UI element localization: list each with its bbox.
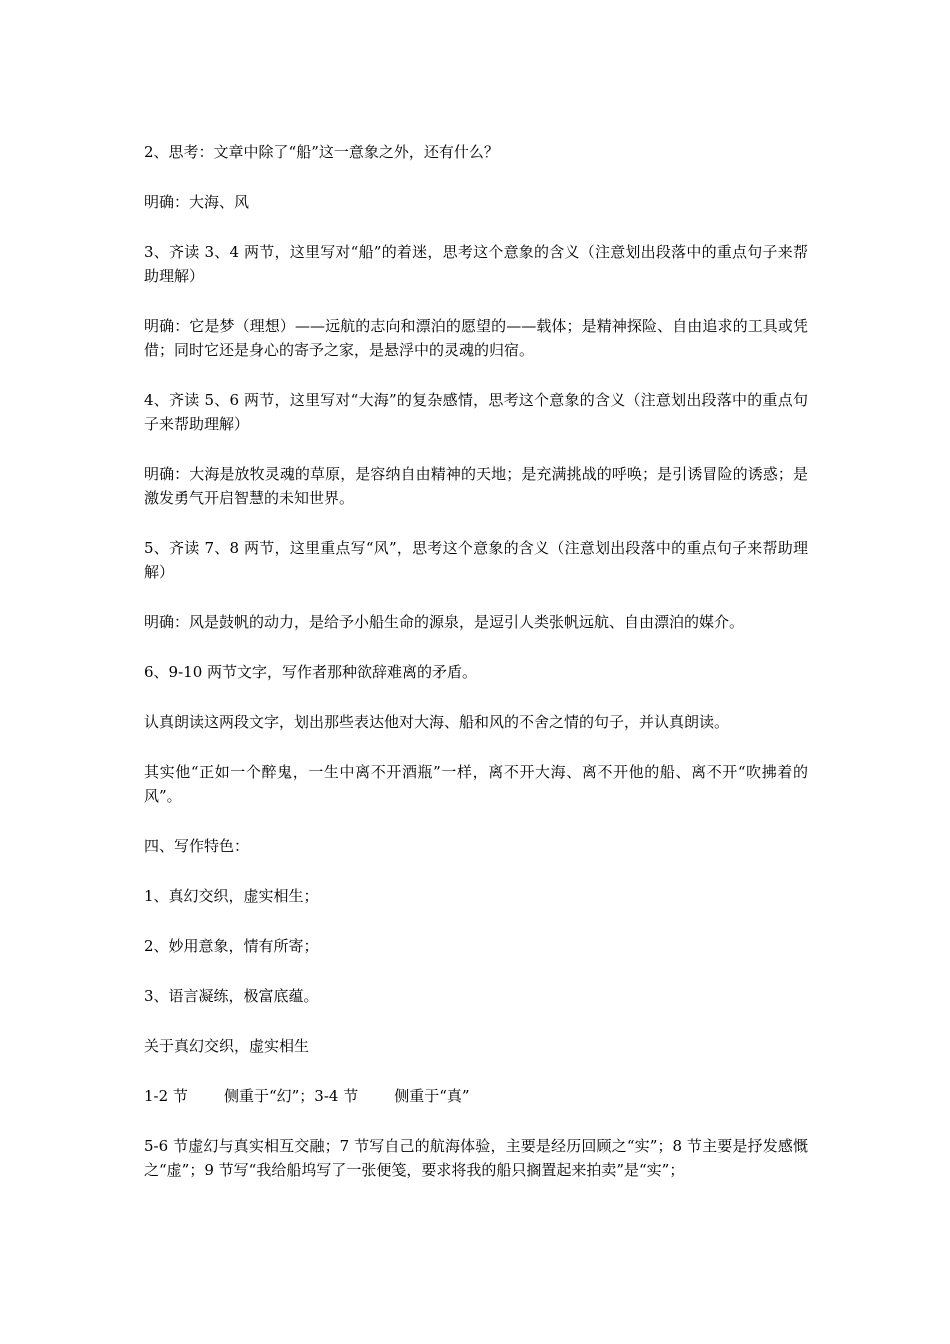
answer-5: 明确：风是鼓帆的动力，是给予小船生命的源泉，是逗引人类张帆远航、自由漂泊的媒介。 bbox=[144, 613, 745, 631]
subheading-real-and-illusion: 关于真幻交织，虚实相生 bbox=[144, 1037, 310, 1055]
sections-emphasis-row bbox=[144, 1084, 808, 1108]
feature-3: 3、语言凝练，极富底蕴。 bbox=[144, 987, 319, 1005]
sections-emphasis-real: 侧重于“真” bbox=[394, 1087, 470, 1105]
question-6: 6、9-10 两节文字，写作者那种欲辞难离的矛盾。 bbox=[144, 663, 478, 681]
question-2: 2、思考：文章中除了“船”这一意象之外，还有什么？ bbox=[144, 143, 499, 161]
section-heading-writing-features: 四、写作特色： bbox=[144, 837, 250, 855]
document-body bbox=[144, 140, 808, 1208]
drunkard-quote: 其实他“正如一个醉鬼，一生中离不开酒瓶”一样，离不开大海、离不开他的船、离不开“吹拂着的风”。 bbox=[144, 763, 808, 805]
sections-1-2: 1-2 节 bbox=[144, 1087, 188, 1105]
instruction-read-aloud: 认真朗读这两段文字，划出那些表达他对大海、船和风的不舍之情的句子，并认真朗读。 bbox=[144, 713, 730, 731]
feature-2: 2、妙用意象，情有所寄； bbox=[144, 937, 319, 955]
answer-3: 明确：它是梦（理想）——远航的志向和漂泊的愿望的——载体；是精神探险、自由追求的工具或凭借；同时它还是身心的寄予之家，是悬浮中的灵魂的归宿。 bbox=[144, 317, 808, 359]
sections-5-9-analysis: 5-6 节虚幻与真实相互交融；7 节写自己的航海体验，主要是经历回顾之“实”；8 节主要是抒发感慨之“虚”；9 节写“我给船坞写了一张便笺，要求将我的船只搁置起来拍卖”是“实”； bbox=[144, 1137, 808, 1179]
feature-1: 1、真幻交织，虚实相生； bbox=[144, 887, 319, 905]
answer-4: 明确：大海是放牧灵魂的草原，是容纳自由精神的天地；是充满挑战的呼唤；是引诱冒险的诱惑；是激发勇气开启智慧的未知世界。 bbox=[144, 465, 808, 507]
sections-emphasis-illusion: 侧重于“幻”；3-4 节 bbox=[223, 1087, 359, 1105]
answer-2: 明确：大海、风 bbox=[144, 193, 250, 211]
question-4: 4、齐读 5、6 两节，这里写对“大海”的复杂感情，思考这个意象的含义（注意划出段落中的重点句子来帮助理解） bbox=[144, 391, 808, 433]
question-3: 3、齐读 3、4 两节，这里写对“船”的着迷，思考这个意象的含义（注意划出段落中的重点句子来帮助理解） bbox=[144, 243, 808, 285]
question-5: 5、齐读 7、8 两节，这里重点写“风”，思考这个意象的含义（注意划出段落中的重点句子来帮助理解） bbox=[144, 539, 808, 581]
